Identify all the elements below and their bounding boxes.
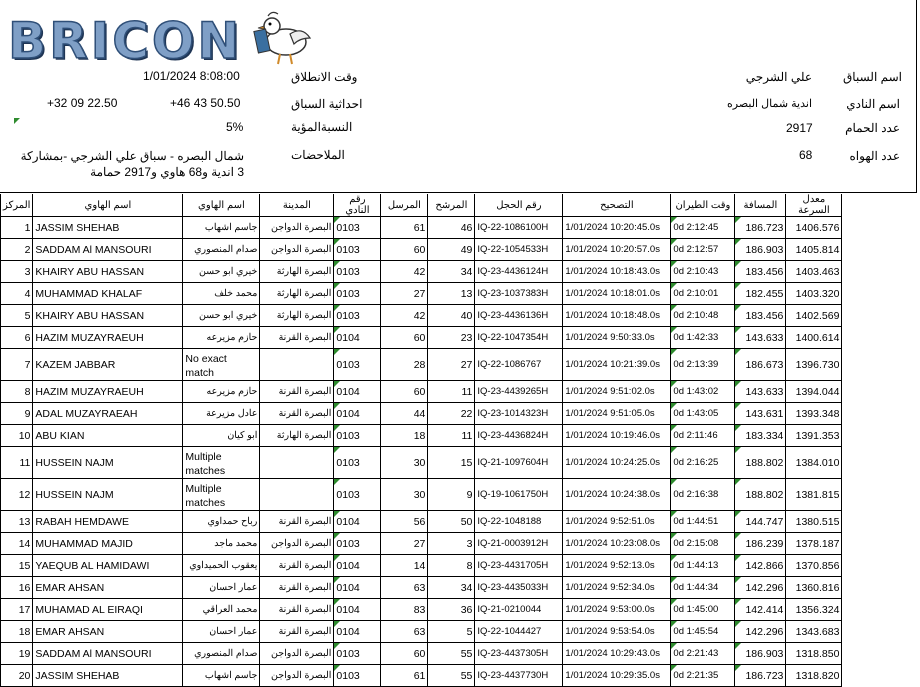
cell-club-no: 0104: [334, 327, 381, 349]
cell-rank: 20: [1, 665, 33, 687]
cell-fancier-en: MUHAMMAD KHALAF: [33, 283, 183, 305]
cell-sent: 60: [381, 327, 428, 349]
cell-club-no: 0103: [334, 533, 381, 555]
cell-rank: 12: [1, 479, 33, 511]
cell-ring-no: IQ-19-1061750H: [475, 479, 563, 511]
fanciers-value: 68: [799, 148, 813, 162]
cell-club-no: 0103: [334, 349, 381, 381]
cell-speed: 1400.614: [786, 327, 842, 349]
table-row: [1, 349, 842, 381]
cell-sent: 60: [381, 239, 428, 261]
cell-fancier-en: HUSSEIN NAJM: [33, 479, 183, 511]
cell-city: البصرة القرنة: [260, 327, 334, 349]
cell-ring-no: IQ-23-4436824H: [475, 425, 563, 447]
cell-club-no: 0104: [334, 381, 381, 403]
cell-fancier-en: SADDAM Al MANSOURI: [33, 643, 183, 665]
cell-club-no: 0103: [334, 217, 381, 239]
cell-ring-no: IQ-23-4437305H: [475, 643, 563, 665]
cell-city: البصرة الهارثة: [260, 305, 334, 327]
cell-entered: 40: [428, 305, 475, 327]
cell-fancier-en: KHAIRY ABU HASSAN: [33, 305, 183, 327]
cell-fancier-en: EMAR AHSAN: [33, 577, 183, 599]
cell-distance: 143.631: [735, 403, 786, 425]
cell-rank: 16: [1, 577, 33, 599]
cell-club-no: 0103: [334, 283, 381, 305]
cell-ring-no: IQ-23-4439265H: [475, 381, 563, 403]
cell-flight-time: 0d 2:12:57: [671, 239, 735, 261]
cell-corrected-time: 1/01/2024 10:18:48.0s: [563, 305, 671, 327]
cell-fancier-ar: يعقوب الحميداوي: [183, 555, 260, 577]
coord-2: +32 09 22.50: [47, 96, 118, 110]
header-speed: معدل السرعة: [786, 194, 842, 217]
table-row: [1, 555, 842, 577]
cell-club-no: 0103: [334, 425, 381, 447]
header-fancier-ar: اسم الهاوي: [183, 194, 260, 217]
cell-fancier-ar: محمد العراقي: [183, 599, 260, 621]
cell-club-no: 0104: [334, 621, 381, 643]
cell-speed: 1396.730: [786, 349, 842, 381]
cell-distance: 183.456: [735, 305, 786, 327]
cell-sent: 14: [381, 555, 428, 577]
cell-club-no: 0104: [334, 599, 381, 621]
cell-rank: 11: [1, 447, 33, 479]
cell-rank: 8: [1, 381, 33, 403]
cell-rank: 17: [1, 599, 33, 621]
cell-sent: 27: [381, 283, 428, 305]
cell-distance: 188.802: [735, 447, 786, 479]
cell-flight-time: 0d 2:21:35: [671, 665, 735, 687]
cell-rank: 2: [1, 239, 33, 261]
cell-sent: 61: [381, 665, 428, 687]
cell-city: البصرة القرنة: [260, 555, 334, 577]
cell-speed: 1360.816: [786, 577, 842, 599]
cell-ring-no: IQ-21-0003912H: [475, 533, 563, 555]
cell-distance: 183.456: [735, 261, 786, 283]
cell-entered: 23: [428, 327, 475, 349]
cell-fancier-ar: صدام المنصوري: [183, 643, 260, 665]
cell-flight-time: 0d 2:10:43: [671, 261, 735, 283]
table-row: [1, 327, 842, 349]
cell-city: البصرة الدواجن: [260, 217, 334, 239]
percent-value: 5%: [226, 120, 244, 134]
cell-city: البصرة الهارثة: [260, 425, 334, 447]
cell-sent: 56: [381, 511, 428, 533]
cell-flight-time: 0d 1:44:13: [671, 555, 735, 577]
cell-city: [260, 349, 334, 381]
cell-entered: 46: [428, 217, 475, 239]
cell-ring-no: IQ-21-0210044: [475, 599, 563, 621]
cell-fancier-en: KAZEM JABBAR: [33, 349, 183, 381]
percent-label: النسبةالمؤية: [291, 120, 353, 134]
cell-rank: 1: [1, 217, 33, 239]
cell-speed: 1391.353: [786, 425, 842, 447]
cell-city: البصرة القرنة: [260, 599, 334, 621]
cell-sent: 63: [381, 577, 428, 599]
cell-fancier-en: YAEQUB AL HAMIDAWI: [33, 555, 183, 577]
table-row: [1, 239, 842, 261]
cell-sent: 61: [381, 217, 428, 239]
percent-marker: [14, 118, 20, 124]
cell-club-no: 0103: [334, 261, 381, 283]
cell-entered: 34: [428, 577, 475, 599]
table-row: [1, 511, 842, 533]
cell-distance: 186.723: [735, 665, 786, 687]
cell-sent: 18: [381, 425, 428, 447]
cell-entered: 55: [428, 665, 475, 687]
cell-entered: 11: [428, 381, 475, 403]
cell-club-no: 0103: [334, 479, 381, 511]
cell-sent: 44: [381, 403, 428, 425]
cell-distance: 143.633: [735, 327, 786, 349]
cell-fancier-ar: محمد خلف: [183, 283, 260, 305]
notes-value: شمال البصره - سباق علي الشرجي -بمشاركة 3 اندية و68 هاوي و2917 حمامة: [20, 149, 244, 179]
cell-distance: 142.296: [735, 621, 786, 643]
cell-ring-no: IQ-22-1086767: [475, 349, 563, 381]
cell-corrected-time: 1/01/2024 10:18:43.0s: [563, 261, 671, 283]
cell-club-no: 0104: [334, 403, 381, 425]
cell-speed: 1403.463: [786, 261, 842, 283]
cell-flight-time: 0d 2:15:08: [671, 533, 735, 555]
cell-club-no: 0104: [334, 555, 381, 577]
cell-flight-time: 0d 2:10:48: [671, 305, 735, 327]
cell-club-no: 0103: [334, 447, 381, 479]
header-city: المدينة: [260, 194, 334, 217]
cell-flight-time: 0d 2:10:01: [671, 283, 735, 305]
table-row: [1, 381, 842, 403]
cell-speed: 1356.324: [786, 599, 842, 621]
table-row: [1, 479, 842, 511]
header-distance: المسافة: [735, 194, 786, 217]
cell-flight-time: 0d 1:44:34: [671, 577, 735, 599]
cell-fancier-ar: Multiple matches: [183, 447, 260, 479]
cell-rank: 4: [1, 283, 33, 305]
cell-speed: 1393.348: [786, 403, 842, 425]
cell-rank: 7: [1, 349, 33, 381]
cell-entered: 49: [428, 239, 475, 261]
cell-fancier-en: EMAR AHSAN: [33, 621, 183, 643]
cell-fancier-ar: ابو كيان: [183, 425, 260, 447]
cell-speed: 1403.320: [786, 283, 842, 305]
table-body: [1, 217, 842, 687]
cell-ring-no: IQ-22-1086100H: [475, 217, 563, 239]
cell-rank: 15: [1, 555, 33, 577]
logo-text: BRICON: [8, 12, 243, 70]
cell-entered: 34: [428, 261, 475, 283]
cell-flight-time: 0d 1:43:05: [671, 403, 735, 425]
cell-entered: 9: [428, 479, 475, 511]
header-flight-time: وقت الطيران: [671, 194, 735, 217]
cell-fancier-ar: جاسم اشهاب: [183, 217, 260, 239]
cell-speed: 1343.683: [786, 621, 842, 643]
header-club-no: رقم النادي: [334, 194, 381, 217]
cell-entered: 22: [428, 403, 475, 425]
cell-fancier-en: MUHAMMAD MAJID: [33, 533, 183, 555]
cell-corrected-time: 1/01/2024 10:18:01.0s: [563, 283, 671, 305]
cell-speed: 1381.815: [786, 479, 842, 511]
table-row: [1, 643, 842, 665]
cell-fancier-en: MUHAMAD AL EIRAQI: [33, 599, 183, 621]
cell-corrected-time: 1/01/2024 9:50:33.0s: [563, 327, 671, 349]
cell-club-no: 0104: [334, 511, 381, 533]
cell-fancier-en: SADDAM Al MANSOURI: [33, 239, 183, 261]
cell-entered: 15: [428, 447, 475, 479]
cell-corrected-time: 1/01/2024 10:20:57.0s: [563, 239, 671, 261]
cell-fancier-ar: صدام المنصوري: [183, 239, 260, 261]
cell-fancier-ar: خيري ابو حسن: [183, 305, 260, 327]
cell-speed: 1405.814: [786, 239, 842, 261]
cell-flight-time: 0d 2:21:43: [671, 643, 735, 665]
coords-label: احداثية السباق: [291, 97, 363, 111]
pigeons-label: عدد الحمام: [845, 121, 900, 135]
cell-rank: 6: [1, 327, 33, 349]
cell-sent: 30: [381, 479, 428, 511]
results-table: [0, 194, 842, 687]
cell-club-no: 0103: [334, 643, 381, 665]
cell-rank: 18: [1, 621, 33, 643]
cell-distance: 142.414: [735, 599, 786, 621]
cell-city: البصرة الهارثة: [260, 283, 334, 305]
cell-corrected-time: 1/01/2024 9:51:05.0s: [563, 403, 671, 425]
cell-ring-no: IQ-21-1097604H: [475, 447, 563, 479]
cell-fancier-en: ADAL MUZAYRAEAH: [33, 403, 183, 425]
cell-flight-time: 0d 1:44:51: [671, 511, 735, 533]
table-row: [1, 425, 842, 447]
table-row: [1, 261, 842, 283]
cell-corrected-time: 1/01/2024 10:29:43.0s: [563, 643, 671, 665]
cell-city: البصرة الدواجن: [260, 239, 334, 261]
cell-sent: 60: [381, 381, 428, 403]
cell-sent: 30: [381, 447, 428, 479]
coord-1: +46 43 50.50: [170, 96, 241, 110]
racer-label: اسم السباق: [843, 70, 902, 84]
table-row: [1, 533, 842, 555]
cell-ring-no: IQ-23-4436136H: [475, 305, 563, 327]
club-label: اسم النادي: [846, 97, 900, 111]
fanciers-label: عدد الهواه: [849, 149, 900, 163]
cell-flight-time: 0d 2:13:39: [671, 349, 735, 381]
cell-rank: 13: [1, 511, 33, 533]
pigeon-icon: [250, 8, 314, 68]
header-ring-no: رقم الحجل: [475, 194, 563, 217]
cell-corrected-time: 1/01/2024 9:53:54.0s: [563, 621, 671, 643]
club-value: اندية شمال البصره: [727, 98, 812, 110]
cell-club-no: 0103: [334, 305, 381, 327]
cell-distance: 186.903: [735, 643, 786, 665]
bricon-logo: [8, 8, 308, 68]
cell-fancier-en: HAZIM MUZAYRAEUH: [33, 381, 183, 403]
cell-corrected-time: 1/01/2024 10:29:35.0s: [563, 665, 671, 687]
cell-entered: 5: [428, 621, 475, 643]
table-row: [1, 447, 842, 479]
cell-city: البصرة الدواجن: [260, 643, 334, 665]
cell-fancier-ar: جاسم اشهاب: [183, 665, 260, 687]
cell-fancier-ar: No exact match: [183, 349, 260, 381]
cell-corrected-time: 1/01/2024 10:24:38.0s: [563, 479, 671, 511]
cell-city: البصرة الدواجن: [260, 533, 334, 555]
cell-speed: 1318.820: [786, 665, 842, 687]
cell-fancier-en: JASSIM SHEHAB: [33, 665, 183, 687]
cell-city: البصرة الهارثة: [260, 261, 334, 283]
cell-city: [260, 447, 334, 479]
cell-distance: 143.633: [735, 381, 786, 403]
cell-distance: 182.455: [735, 283, 786, 305]
header-sent: المرسل: [381, 194, 428, 217]
cell-speed: 1406.576: [786, 217, 842, 239]
cell-speed: 1402.569: [786, 305, 842, 327]
cell-entered: 55: [428, 643, 475, 665]
header-rank: المركز: [1, 194, 33, 217]
cell-corrected-time: 1/01/2024 9:53:00.0s: [563, 599, 671, 621]
cell-fancier-en: RABAH HEMDAWE: [33, 511, 183, 533]
cell-ring-no: IQ-23-1014323H: [475, 403, 563, 425]
cell-speed: 1378.187: [786, 533, 842, 555]
cell-fancier-en: HUSSEIN NAJM: [33, 447, 183, 479]
cell-corrected-time: 1/01/2024 9:52:13.0s: [563, 555, 671, 577]
cell-sent: 42: [381, 305, 428, 327]
cell-distance: 183.334: [735, 425, 786, 447]
cell-fancier-ar: حازم مزيرعه: [183, 327, 260, 349]
table-header-row: [1, 194, 842, 217]
cell-fancier-ar: رباح حمداوي: [183, 511, 260, 533]
table-row: [1, 577, 842, 599]
cell-flight-time: 0d 2:16:25: [671, 447, 735, 479]
cell-sent: 83: [381, 599, 428, 621]
cell-speed: 1370.856: [786, 555, 842, 577]
cell-flight-time: 0d 1:45:54: [671, 621, 735, 643]
cell-sent: 28: [381, 349, 428, 381]
cell-flight-time: 0d 1:43:02: [671, 381, 735, 403]
cell-corrected-time: 1/01/2024 10:21:39.0s: [563, 349, 671, 381]
cell-distance: 142.296: [735, 577, 786, 599]
cell-fancier-ar: حازم مزيرعه: [183, 381, 260, 403]
table-row: [1, 305, 842, 327]
cell-distance: 186.239: [735, 533, 786, 555]
cell-club-no: 0103: [334, 665, 381, 687]
cell-city: [260, 479, 334, 511]
cell-ring-no: IQ-22-1054533H: [475, 239, 563, 261]
cell-flight-time: 0d 1:45:00: [671, 599, 735, 621]
cell-city: البصرة القرنة: [260, 381, 334, 403]
cell-corrected-time: 1/01/2024 10:24:25.0s: [563, 447, 671, 479]
cell-speed: 1380.515: [786, 511, 842, 533]
cell-entered: 11: [428, 425, 475, 447]
cell-fancier-ar: عادل مزيرعة: [183, 403, 260, 425]
cell-rank: 5: [1, 305, 33, 327]
cell-city: البصرة القرنة: [260, 511, 334, 533]
table-row: [1, 403, 842, 425]
cell-sent: 27: [381, 533, 428, 555]
cell-ring-no: IQ-23-4431705H: [475, 555, 563, 577]
table-row: [1, 217, 842, 239]
notes-label: الملاحضات: [291, 148, 345, 162]
racer-value: علي الشرجي: [745, 70, 812, 84]
cell-distance: 188.802: [735, 479, 786, 511]
cell-entered: 3: [428, 533, 475, 555]
cell-distance: 186.903: [735, 239, 786, 261]
cell-fancier-ar: عمار احسان: [183, 577, 260, 599]
cell-sent: 60: [381, 643, 428, 665]
cell-corrected-time: 1/01/2024 9:51:02.0s: [563, 381, 671, 403]
cell-flight-time: 0d 2:16:38: [671, 479, 735, 511]
cell-fancier-ar: عمار احسان: [183, 621, 260, 643]
cell-fancier-en: HAZIM MUZAYRAEUH: [33, 327, 183, 349]
cell-city: البصرة القرنة: [260, 621, 334, 643]
cell-ring-no: IQ-23-4437730H: [475, 665, 563, 687]
cell-fancier-en: JASSIM SHEHAB: [33, 217, 183, 239]
cell-flight-time: 0d 2:12:45: [671, 217, 735, 239]
cell-ring-no: IQ-22-1048188: [475, 511, 563, 533]
table-row: [1, 621, 842, 643]
cell-entered: 27: [428, 349, 475, 381]
cell-entered: 36: [428, 599, 475, 621]
cell-fancier-en: ABU KIAN: [33, 425, 183, 447]
cell-rank: 10: [1, 425, 33, 447]
cell-corrected-time: 1/01/2024 10:19:46.0s: [563, 425, 671, 447]
release-value: 1/01/2024 8:08:00: [143, 69, 240, 83]
cell-club-no: 0103: [334, 239, 381, 261]
cell-distance: 144.747: [735, 511, 786, 533]
cell-city: البصرة القرنة: [260, 577, 334, 599]
cell-fancier-ar: Multiple matches: [183, 479, 260, 511]
cell-flight-time: 0d 2:11:46: [671, 425, 735, 447]
cell-ring-no: IQ-23-1037383H: [475, 283, 563, 305]
cell-ring-no: IQ-23-4435033H: [475, 577, 563, 599]
cell-entered: 50: [428, 511, 475, 533]
release-label: وقت الانطلاق: [291, 70, 358, 84]
table-row: [1, 283, 842, 305]
cell-ring-no: IQ-23-4436124H: [475, 261, 563, 283]
cell-fancier-ar: محمد ماجد: [183, 533, 260, 555]
cell-city: البصرة القرنة: [260, 403, 334, 425]
cell-fancier-en: KHAIRY ABU HASSAN: [33, 261, 183, 283]
cell-speed: 1394.044: [786, 381, 842, 403]
cell-rank: 14: [1, 533, 33, 555]
pigeons-value: 2917: [786, 121, 813, 135]
cell-sent: 42: [381, 261, 428, 283]
table-row: [1, 665, 842, 687]
cell-distance: 186.723: [735, 217, 786, 239]
header-fancier-en: اسم الهاوي: [33, 194, 183, 217]
cell-corrected-time: 1/01/2024 10:20:45.0s: [563, 217, 671, 239]
cell-corrected-time: 1/01/2024 10:23:08.0s: [563, 533, 671, 555]
cell-sent: 63: [381, 621, 428, 643]
cell-fancier-ar: خيري ابو حسن: [183, 261, 260, 283]
cell-distance: 186.673: [735, 349, 786, 381]
header-corrected-time: التصحيح: [563, 194, 671, 217]
cell-distance: 142.866: [735, 555, 786, 577]
cell-corrected-time: 1/01/2024 9:52:51.0s: [563, 511, 671, 533]
header-entered: المرشح: [428, 194, 475, 217]
cell-corrected-time: 1/01/2024 9:52:34.0s: [563, 577, 671, 599]
cell-flight-time: 0d 1:42:33: [671, 327, 735, 349]
cell-entered: 13: [428, 283, 475, 305]
cell-rank: 19: [1, 643, 33, 665]
cell-club-no: 0104: [334, 577, 381, 599]
cell-speed: 1384.010: [786, 447, 842, 479]
cell-ring-no: IQ-22-1047354H: [475, 327, 563, 349]
cell-rank: 9: [1, 403, 33, 425]
table-row: [1, 599, 842, 621]
cell-speed: 1318.850: [786, 643, 842, 665]
cell-ring-no: IQ-22-1044427: [475, 621, 563, 643]
cell-entered: 8: [428, 555, 475, 577]
cell-city: البصرة الدواجن: [260, 665, 334, 687]
cell-rank: 3: [1, 261, 33, 283]
report-header: [0, 0, 917, 193]
